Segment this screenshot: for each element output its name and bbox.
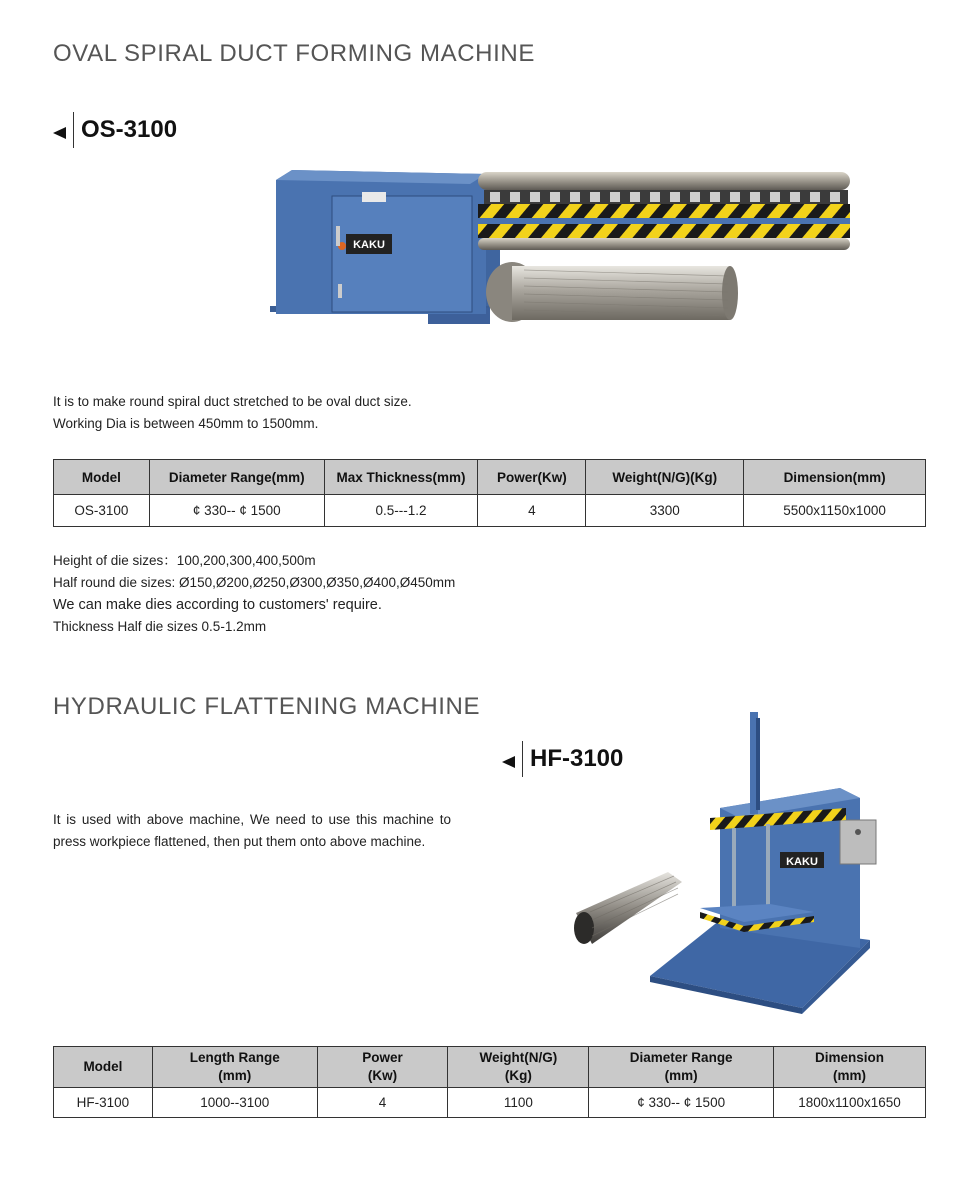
hydraulic-flattening-machine-image — [570, 708, 882, 1018]
triangle-left-icon — [53, 127, 66, 139]
note-line: Height of die sizes：100,200,300,400,500m — [53, 553, 316, 568]
triangle-left-icon — [502, 756, 515, 768]
brand-logo-os: KAKU — [353, 239, 385, 251]
cell-max-thickness: 0.5---1.2 — [324, 495, 478, 527]
header-power: Power (Kw) — [317, 1047, 448, 1088]
divider — [73, 112, 74, 148]
cell-model: OS-3100 — [54, 495, 150, 527]
table-header-row — [54, 1047, 926, 1088]
os-notes — [53, 550, 455, 638]
table-header-row — [54, 460, 926, 495]
cell-length-range: 1000--3100 — [152, 1088, 317, 1118]
section-title-hydraulic: HYDRAULIC FLATTENING MACHINE — [53, 693, 481, 720]
model-heading-os — [53, 112, 177, 148]
header-weight: Weight(N/G) (Kg) — [448, 1047, 589, 1088]
header-model: Model — [54, 1047, 153, 1088]
cell-diameter-range: ¢ 330-- ¢ 1500 — [589, 1088, 774, 1118]
table-row — [54, 1088, 926, 1118]
hf-description — [53, 809, 451, 853]
hf-spec-table — [53, 1046, 926, 1118]
brand-logo-hf: KAKU — [786, 856, 818, 868]
header-model: Model — [54, 460, 150, 495]
note-line: Half round die sizes: Ø150,Ø200,Ø250,Ø300,Ø350,Ø400,Ø450mm — [53, 575, 456, 590]
description-line: It is to make round spiral duct stretched to be oval duct size. — [53, 394, 412, 409]
header-max-thickness: Max Thickness(mm) — [324, 460, 478, 495]
cell-power: 4 — [478, 495, 586, 527]
cell-dimension: 1800x1100x1650 — [774, 1088, 926, 1118]
description-text: It is used with above machine, We need to use this machine to press workpiece flattened, then put them onto above machine. — [53, 812, 451, 849]
note-line: We can make dies according to customers' require. — [53, 597, 382, 613]
divider — [522, 741, 523, 777]
cell-dimension: 5500x1150x1000 — [744, 495, 926, 527]
header-diameter-range: Diameter Range (mm) — [589, 1047, 774, 1088]
note-line: Thickness Half die sizes 0.5-1.2mm — [53, 619, 267, 634]
os-spec-table — [53, 459, 926, 527]
os-description — [53, 391, 412, 435]
model-name: OS-3100 — [81, 116, 178, 143]
cell-model: HF-3100 — [54, 1088, 153, 1118]
cell-weight: 1100 — [448, 1088, 589, 1118]
cell-power: 4 — [317, 1088, 448, 1118]
table-row — [54, 495, 926, 527]
header-diameter-range: Diameter Range(mm) — [149, 460, 324, 495]
header-power: Power(Kw) — [478, 460, 586, 495]
description-line: Working Dia is between 450mm to 1500mm. — [53, 416, 319, 431]
oval-spiral-machine-image — [262, 166, 862, 338]
header-dimension: Dimension(mm) — [744, 460, 926, 495]
cell-weight: 3300 — [586, 495, 744, 527]
header-dimension: Dimension (mm) — [774, 1047, 926, 1088]
cell-diameter-range: ¢ 330-- ¢ 1500 — [149, 495, 324, 527]
model-name: HF-3100 — [530, 745, 624, 772]
header-weight: Weight(N/G)(Kg) — [586, 460, 744, 495]
header-length-range: Length Range (mm) — [152, 1047, 317, 1088]
section-title-oval-spiral: OVAL SPIRAL DUCT FORMING MACHINE — [53, 40, 535, 67]
